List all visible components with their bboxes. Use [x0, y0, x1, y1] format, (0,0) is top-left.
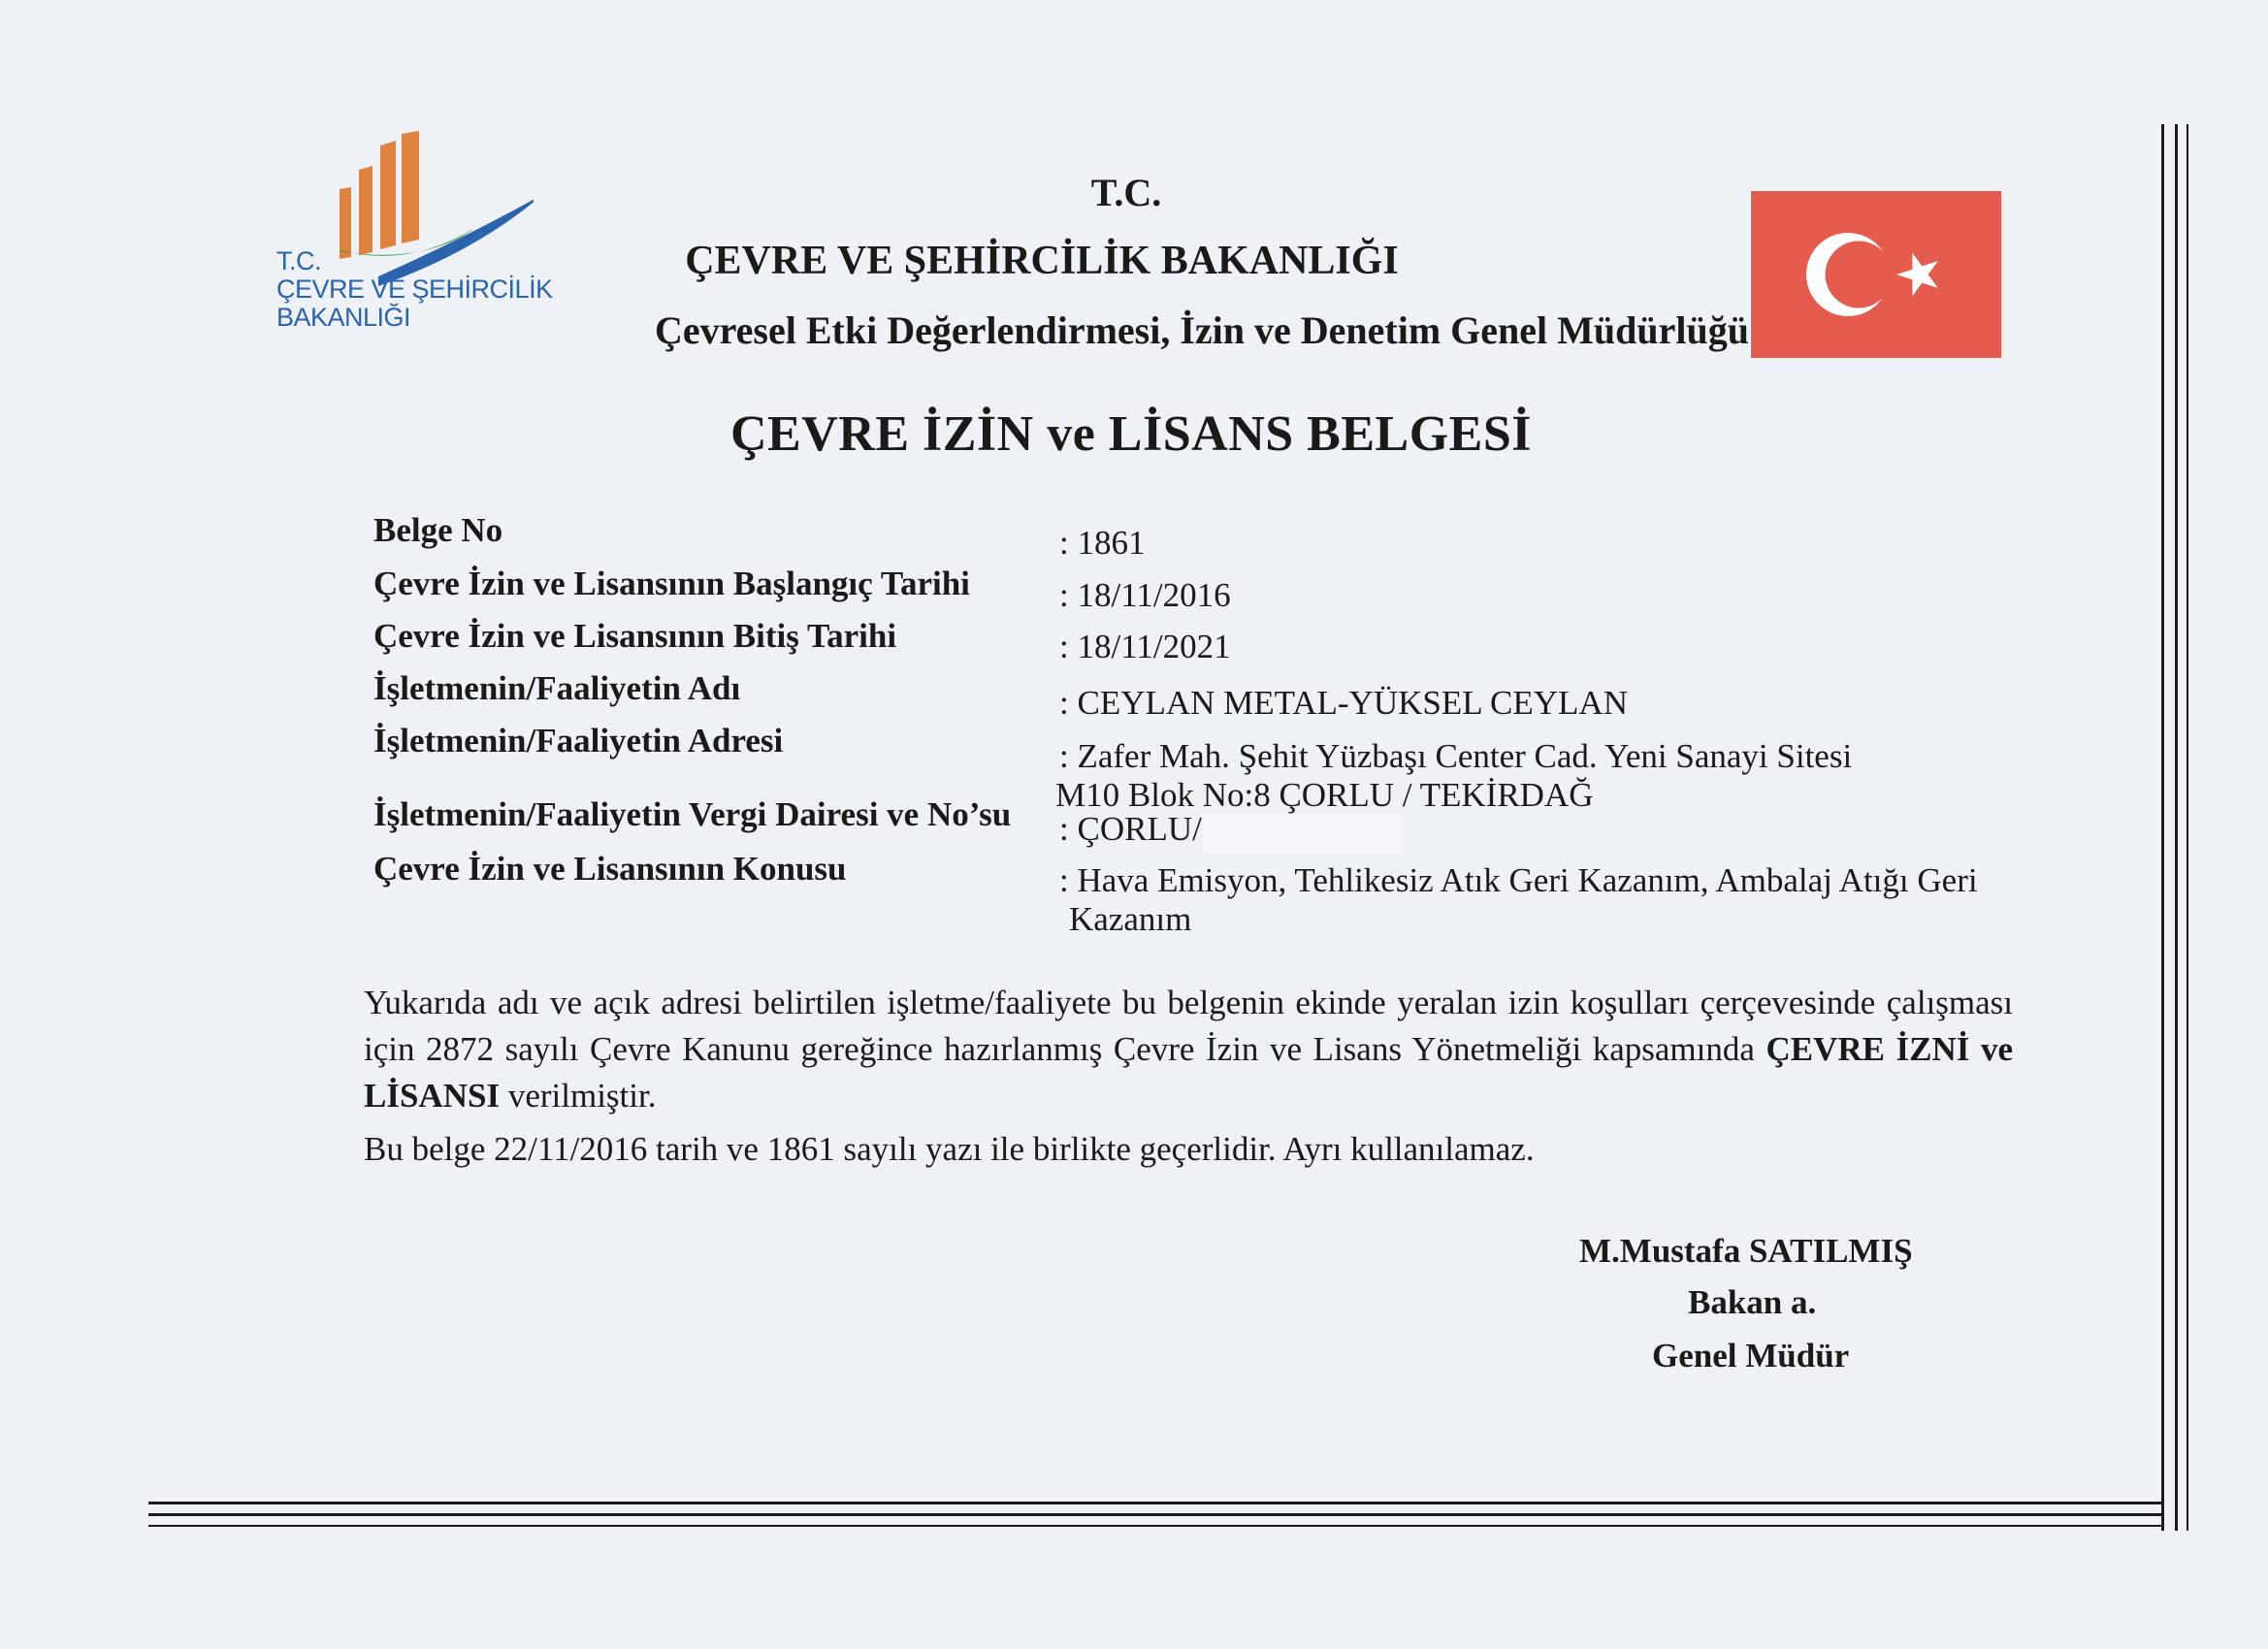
header-ministry: ÇEVRE VE ŞEHİRCİLİK BAKANLIĞI — [685, 239, 1399, 283]
validity-note: Bu belge 22/11/2016 tarih ve 1861 sayılı yazı ile birlikte geçerlidir. Ayrı kullanılamaz. — [364, 1130, 1535, 1168]
field-value-business-address: : Zafer Mah. Şehit Yüzbaşı Center Cad. Yeni Sanayi Sitesi — [1059, 737, 1853, 775]
border-line-horizontal — [148, 1525, 2164, 1527]
field-value-subject: : Hava Emisyon, Tehlikesiz Atık Geri Kazanım, Ambalaj Atığı Geri — [1059, 861, 1978, 899]
field-value-business-name: : CEYLAN METAL-YÜKSEL CEYLAN — [1059, 684, 1628, 722]
field-value-business-address-line2: M10 Blok No:8 ÇORLU / TEKİRDAĞ — [1055, 776, 1594, 814]
field-value-tax-office: : ÇORLU/ — [1059, 810, 1202, 848]
signatory-on-behalf: Bakan a. — [1688, 1283, 1817, 1321]
signatory-name: M.Mustafa SATILMIŞ — [1579, 1232, 1913, 1270]
field-label-business-name: İşletmenin/Faaliyetin Adı — [373, 669, 741, 707]
header-directorate: Çevresel Etki Değerlendirmesi, İzin ve Denetim Genel Müdürlüğü — [654, 308, 1749, 352]
border-line-horizontal — [148, 1513, 2164, 1516]
body-text: Yukarıda adı ve açık adresi belirtilen işletme/faaliyete bu belgenin ekinde yeralan izin koşulları çerçevesinde çalışması için 2872 sayılı Çevre Kanunu gereğince hazırlanmış Çevre İzin ve Lisans Yönetmeliği kapsamında — [364, 984, 2013, 1068]
field-value-belge-no: : 1861 — [1059, 524, 1146, 562]
logo-text-line: ÇEVRE VE ŞEHİRCİLİK — [276, 275, 553, 304]
field-value-start-date: : 18/11/2016 — [1059, 576, 1231, 614]
border-line-vertical — [2187, 124, 2188, 1531]
field-label-end-date: Çevre İzin ve Lisansının Bitiş Tarihi — [373, 617, 897, 655]
turkish-flag — [1751, 191, 2001, 358]
field-label-subject: Çevre İzin ve Lisansının Konusu — [373, 850, 847, 888]
field-label-belge-no: Belge No — [373, 511, 503, 549]
body-text-end: verilmiştir. — [500, 1077, 657, 1115]
field-value-subject-line2: Kazanım — [1069, 900, 1192, 938]
field-label-tax-office: İşletmenin/Faaliyetin Vergi Dairesi ve No’su — [373, 795, 1012, 833]
body-paragraph — [364, 980, 2013, 1119]
document-title: ÇEVRE İZİN ve LİSANS BELGESİ — [729, 406, 1533, 462]
border-line-horizontal — [148, 1502, 2164, 1504]
border-line-vertical — [2161, 124, 2164, 1531]
logo-text-line: BAKANLIĞI — [276, 303, 411, 332]
field-label-business-address: İşletmenin/Faaliyetin Adresi — [373, 722, 784, 760]
body-bold-text: ÇEVRE İZNİ ve LİSANSI — [364, 1030, 2013, 1115]
field-label-start-date: Çevre İzin ve Lisansının Başlangıç Tarihi — [373, 565, 970, 602]
signatory-role: Genel Müdür — [1652, 1337, 1850, 1374]
field-value-end-date: : 18/11/2021 — [1059, 628, 1231, 665]
crescent-star-icon — [1751, 191, 2001, 358]
redacted-tax-number — [1203, 815, 1402, 854]
logo-text-line: T.C. — [276, 246, 322, 275]
header-tc: T.C. — [1090, 171, 1162, 214]
border-line-vertical — [2175, 124, 2178, 1531]
